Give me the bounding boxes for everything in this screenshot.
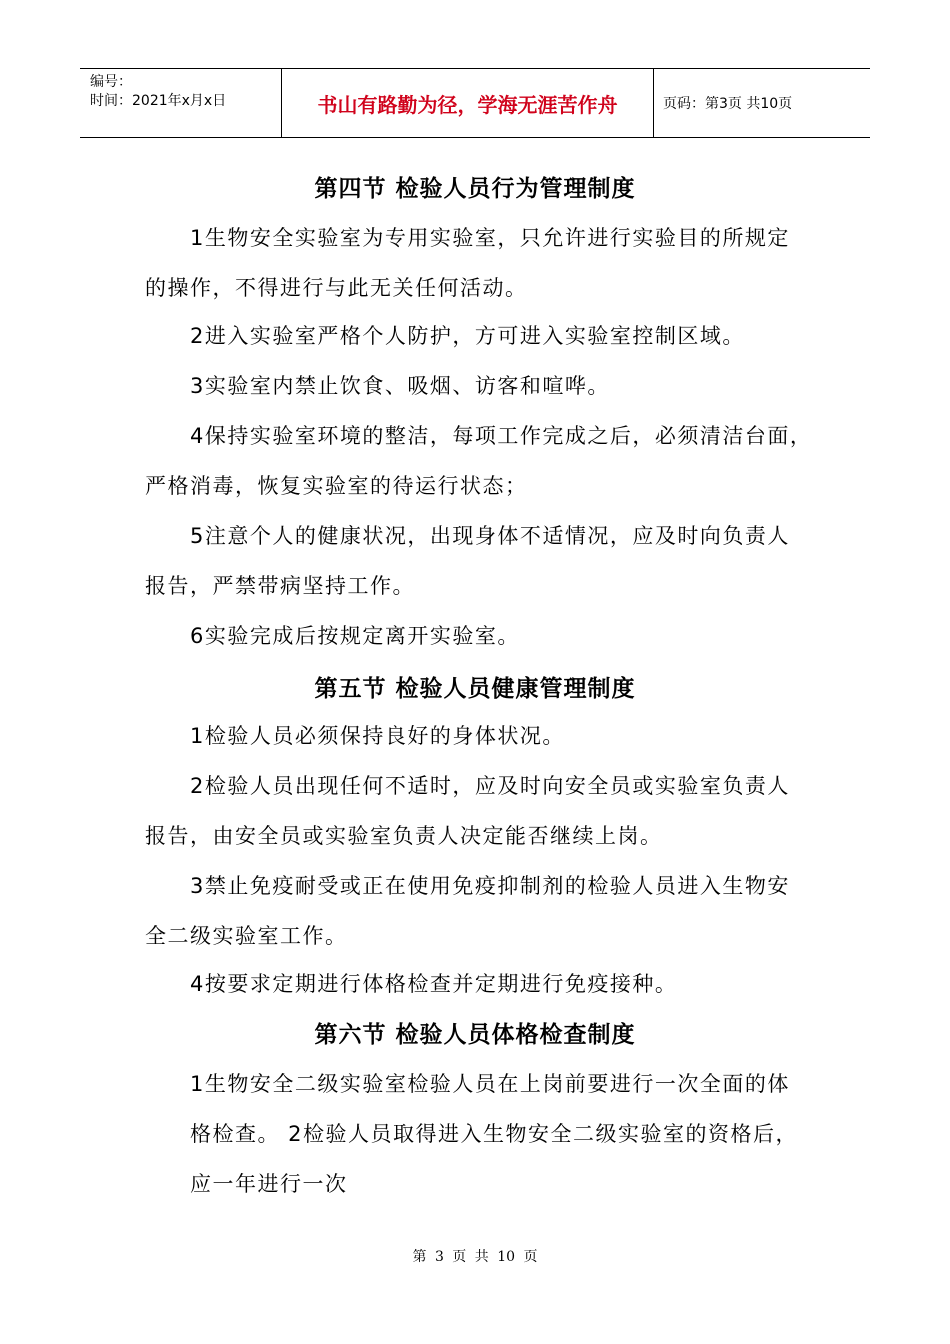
- paragraph-line: 1生物安全实验室为专用实验室，只允许进行实验目的所规定: [190, 226, 790, 250]
- paragraph-line: 1生物安全二级实验室检验人员在上岗前要进行一次全面的体: [190, 1072, 790, 1096]
- paragraph-line: 报告，严禁带病坚持工作。: [145, 574, 415, 598]
- paragraph-line: 3禁止免疫耐受或正在使用免疫抑制剂的检验人员进入生物安: [190, 874, 790, 898]
- page-footer: 第 3 页 共 10 页: [412, 1249, 538, 1265]
- paragraph-line: 4按要求定期进行体格检查并定期进行免疫接种。: [190, 972, 678, 996]
- section-title: 第四节 检验人员行为管理制度: [314, 176, 636, 202]
- header-info-cell: [80, 69, 282, 137]
- paragraph-line: 1检验人员必须保持良好的身体状况。: [190, 724, 565, 748]
- paragraph-line: 5注意个人的健康状况，出现身体不适情况，应及时向负责人: [190, 524, 790, 548]
- paragraph-line: 2进入实验室严格个人防护，方可进入实验室控制区域。: [190, 324, 745, 348]
- motto-text: 书山有路勤为径，学海无涯苦作舟: [317, 92, 618, 117]
- paragraph-line: 4保持实验室环境的整洁，每项工作完成之后，必须清洁台面，: [190, 424, 813, 448]
- header-motto-cell: [282, 69, 654, 137]
- paragraph-line: 格检查。 2检验人员取得进入生物安全二级实验室的资格后，: [190, 1122, 799, 1146]
- time-label: 时间：2021年x月x日: [90, 93, 227, 109]
- paragraph-line: 全二级实验室工作。: [145, 924, 348, 948]
- section-title: 第五节 检验人员健康管理制度: [314, 676, 636, 702]
- paragraph-line: 3实验室内禁止饮食、吸烟、访客和喧哗。: [190, 374, 610, 398]
- paragraph-line: 严格消毒，恢复实验室的待运行状态；: [145, 474, 528, 498]
- number-label: 编号：: [90, 74, 132, 90]
- paragraph-line: 报告，由安全员或实验室负责人决定能否继续上岗。: [145, 824, 663, 848]
- paragraph-line: 2检验人员出现任何不适时，应及时向安全员或实验室负责人: [190, 774, 790, 798]
- paragraph-line: 6实验完成后按规定离开实验室。: [190, 624, 520, 648]
- page-label: 页码：第3页 共10页: [663, 96, 793, 112]
- section-title: 第六节 检验人员体格检查制度: [314, 1022, 636, 1048]
- header-table: [80, 68, 870, 138]
- paragraph-line: 应一年进行一次: [190, 1172, 348, 1196]
- paragraph-line: 的操作，不得进行与此无关任何活动。: [145, 276, 528, 300]
- header-page-cell: [654, 69, 870, 137]
